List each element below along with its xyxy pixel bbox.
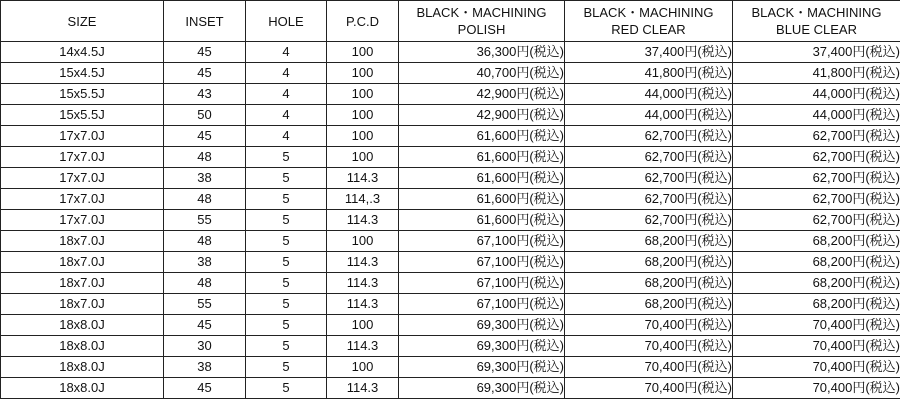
cell-hole: 4 [246, 63, 327, 84]
cell-price-red-clear: 62,700円(税込) [565, 147, 733, 168]
cell-size: 18x8.0J [1, 315, 164, 336]
cell-pcd: 114,.3 [327, 189, 399, 210]
cell-price-polish: 40,700円(税込) [399, 63, 565, 84]
cell-price-red-clear: 70,400円(税込) [565, 357, 733, 378]
cell-inset: 45 [164, 126, 246, 147]
cell-price-red-clear: 62,700円(税込) [565, 126, 733, 147]
cell-inset: 45 [164, 378, 246, 399]
cell-hole: 5 [246, 210, 327, 231]
cell-price-blue-clear: 70,400円(税込) [733, 336, 900, 357]
table-row [1, 378, 900, 399]
cell-price-blue-clear: 44,000円(税込) [733, 105, 900, 126]
cell-hole: 4 [246, 105, 327, 126]
cell-pcd: 114.3 [327, 252, 399, 273]
cell-size: 18x7.0J [1, 231, 164, 252]
cell-price-polish: 69,300円(税込) [399, 357, 565, 378]
cell-hole: 5 [246, 336, 327, 357]
cell-price-blue-clear: 41,800円(税込) [733, 63, 900, 84]
cell-price-red-clear: 68,200円(税込) [565, 231, 733, 252]
header-blue-line2: BLUE CLEAR [776, 22, 857, 37]
cell-pcd: 114.3 [327, 273, 399, 294]
cell-price-blue-clear: 62,700円(税込) [733, 126, 900, 147]
cell-price-blue-clear: 62,700円(税込) [733, 189, 900, 210]
table-row [1, 252, 900, 273]
cell-price-red-clear: 68,200円(税込) [565, 273, 733, 294]
cell-size: 18x7.0J [1, 273, 164, 294]
cell-inset: 38 [164, 357, 246, 378]
cell-price-red-clear: 70,400円(税込) [565, 378, 733, 399]
cell-price-red-clear: 68,200円(税込) [565, 252, 733, 273]
cell-pcd: 100 [327, 63, 399, 84]
cell-hole: 5 [246, 378, 327, 399]
cell-price-blue-clear: 62,700円(税込) [733, 168, 900, 189]
header-red-line1: BLACK・MACHINING [583, 5, 714, 20]
cell-price-red-clear: 68,200円(税込) [565, 294, 733, 315]
cell-inset: 30 [164, 336, 246, 357]
cell-hole: 5 [246, 273, 327, 294]
cell-inset: 48 [164, 231, 246, 252]
cell-price-polish: 61,600円(税込) [399, 168, 565, 189]
cell-price-blue-clear: 44,000円(税込) [733, 84, 900, 105]
cell-inset: 48 [164, 189, 246, 210]
cell-inset: 38 [164, 168, 246, 189]
cell-price-polish: 67,100円(税込) [399, 252, 565, 273]
cell-price-blue-clear: 68,200円(税込) [733, 273, 900, 294]
cell-inset: 55 [164, 210, 246, 231]
cell-hole: 5 [246, 357, 327, 378]
cell-price-polish: 61,600円(税込) [399, 126, 565, 147]
table-row [1, 210, 900, 231]
cell-size: 18x7.0J [1, 294, 164, 315]
cell-inset: 45 [164, 42, 246, 63]
header-blue-line1: BLACK・MACHINING [751, 5, 882, 20]
cell-price-red-clear: 37,400円(税込) [565, 42, 733, 63]
cell-hole: 5 [246, 231, 327, 252]
cell-pcd: 114.3 [327, 210, 399, 231]
header-polish [399, 1, 565, 42]
cell-price-polish: 67,100円(税込) [399, 273, 565, 294]
table-row [1, 84, 900, 105]
table-row [1, 273, 900, 294]
cell-price-polish: 42,900円(税込) [399, 84, 565, 105]
cell-inset: 48 [164, 273, 246, 294]
table-row [1, 168, 900, 189]
table-row [1, 357, 900, 378]
cell-price-red-clear: 70,400円(税込) [565, 336, 733, 357]
cell-hole: 4 [246, 126, 327, 147]
table-row [1, 105, 900, 126]
cell-pcd: 114.3 [327, 294, 399, 315]
table-body [1, 42, 900, 399]
cell-price-red-clear: 44,000円(税込) [565, 105, 733, 126]
cell-pcd: 100 [327, 84, 399, 105]
cell-inset: 43 [164, 84, 246, 105]
cell-price-blue-clear: 68,200円(税込) [733, 294, 900, 315]
cell-size: 18x7.0J [1, 252, 164, 273]
table-row [1, 189, 900, 210]
cell-inset: 45 [164, 315, 246, 336]
cell-price-blue-clear: 70,400円(税込) [733, 357, 900, 378]
cell-pcd: 114.3 [327, 168, 399, 189]
table-row [1, 63, 900, 84]
cell-hole: 4 [246, 84, 327, 105]
header-row [1, 1, 900, 42]
cell-price-blue-clear: 70,400円(税込) [733, 378, 900, 399]
cell-price-red-clear: 70,400円(税込) [565, 315, 733, 336]
header-pcd: P.C.D [327, 1, 399, 42]
cell-size: 15x5.5J [1, 105, 164, 126]
cell-inset: 50 [164, 105, 246, 126]
cell-size: 14x4.5J [1, 42, 164, 63]
header-polish-line1: BLACK・MACHINING [416, 5, 547, 20]
table-row [1, 126, 900, 147]
cell-price-blue-clear: 68,200円(税込) [733, 231, 900, 252]
cell-pcd: 100 [327, 357, 399, 378]
cell-price-polish: 61,600円(税込) [399, 147, 565, 168]
cell-pcd: 100 [327, 42, 399, 63]
cell-inset: 55 [164, 294, 246, 315]
cell-hole: 5 [246, 315, 327, 336]
cell-price-polish: 69,300円(税込) [399, 378, 565, 399]
cell-price-red-clear: 44,000円(税込) [565, 84, 733, 105]
header-blue-clear [733, 1, 900, 42]
cell-inset: 48 [164, 147, 246, 168]
cell-price-red-clear: 62,700円(税込) [565, 168, 733, 189]
cell-pcd: 100 [327, 315, 399, 336]
cell-price-polish: 36,300円(税込) [399, 42, 565, 63]
cell-pcd: 100 [327, 126, 399, 147]
cell-size: 17x7.0J [1, 189, 164, 210]
cell-pcd: 100 [327, 231, 399, 252]
cell-price-polish: 67,100円(税込) [399, 294, 565, 315]
cell-price-polish: 69,300円(税込) [399, 315, 565, 336]
cell-price-polish: 61,600円(税込) [399, 210, 565, 231]
cell-price-polish: 42,900円(税込) [399, 105, 565, 126]
header-inset: INSET [164, 1, 246, 42]
header-red-clear [565, 1, 733, 42]
header-hole: HOLE [246, 1, 327, 42]
cell-hole: 5 [246, 147, 327, 168]
cell-size: 17x7.0J [1, 147, 164, 168]
header-polish-line2: POLISH [457, 22, 506, 37]
cell-size: 18x8.0J [1, 378, 164, 399]
cell-price-blue-clear: 68,200円(税込) [733, 252, 900, 273]
cell-price-red-clear: 62,700円(税込) [565, 210, 733, 231]
cell-price-red-clear: 62,700円(税込) [565, 189, 733, 210]
cell-hole: 5 [246, 168, 327, 189]
cell-pcd: 100 [327, 147, 399, 168]
cell-size: 17x7.0J [1, 210, 164, 231]
table-row [1, 147, 900, 168]
table-row [1, 231, 900, 252]
cell-hole: 5 [246, 294, 327, 315]
cell-hole: 5 [246, 252, 327, 273]
cell-price-polish: 67,100円(税込) [399, 231, 565, 252]
cell-size: 17x7.0J [1, 126, 164, 147]
cell-price-blue-clear: 62,700円(税込) [733, 147, 900, 168]
cell-price-red-clear: 41,800円(税込) [565, 63, 733, 84]
cell-size: 15x5.5J [1, 84, 164, 105]
cell-inset: 45 [164, 63, 246, 84]
cell-inset: 38 [164, 252, 246, 273]
cell-hole: 4 [246, 42, 327, 63]
cell-size: 17x7.0J [1, 168, 164, 189]
header-size: SIZE [1, 1, 164, 42]
cell-price-blue-clear: 62,700円(税込) [733, 210, 900, 231]
cell-pcd: 114.3 [327, 378, 399, 399]
cell-size: 18x8.0J [1, 336, 164, 357]
header-red-line2: RED CLEAR [611, 22, 686, 37]
cell-price-polish: 61,600円(税込) [399, 189, 565, 210]
cell-price-polish: 69,300円(税込) [399, 336, 565, 357]
table-row [1, 294, 900, 315]
cell-price-blue-clear: 70,400円(税込) [733, 315, 900, 336]
table-row [1, 336, 900, 357]
table-row [1, 315, 900, 336]
cell-size: 18x8.0J [1, 357, 164, 378]
cell-pcd: 114.3 [327, 336, 399, 357]
cell-price-blue-clear: 37,400円(税込) [733, 42, 900, 63]
table-row [1, 42, 900, 63]
cell-size: 15x4.5J [1, 63, 164, 84]
cell-hole: 5 [246, 189, 327, 210]
cell-pcd: 100 [327, 105, 399, 126]
